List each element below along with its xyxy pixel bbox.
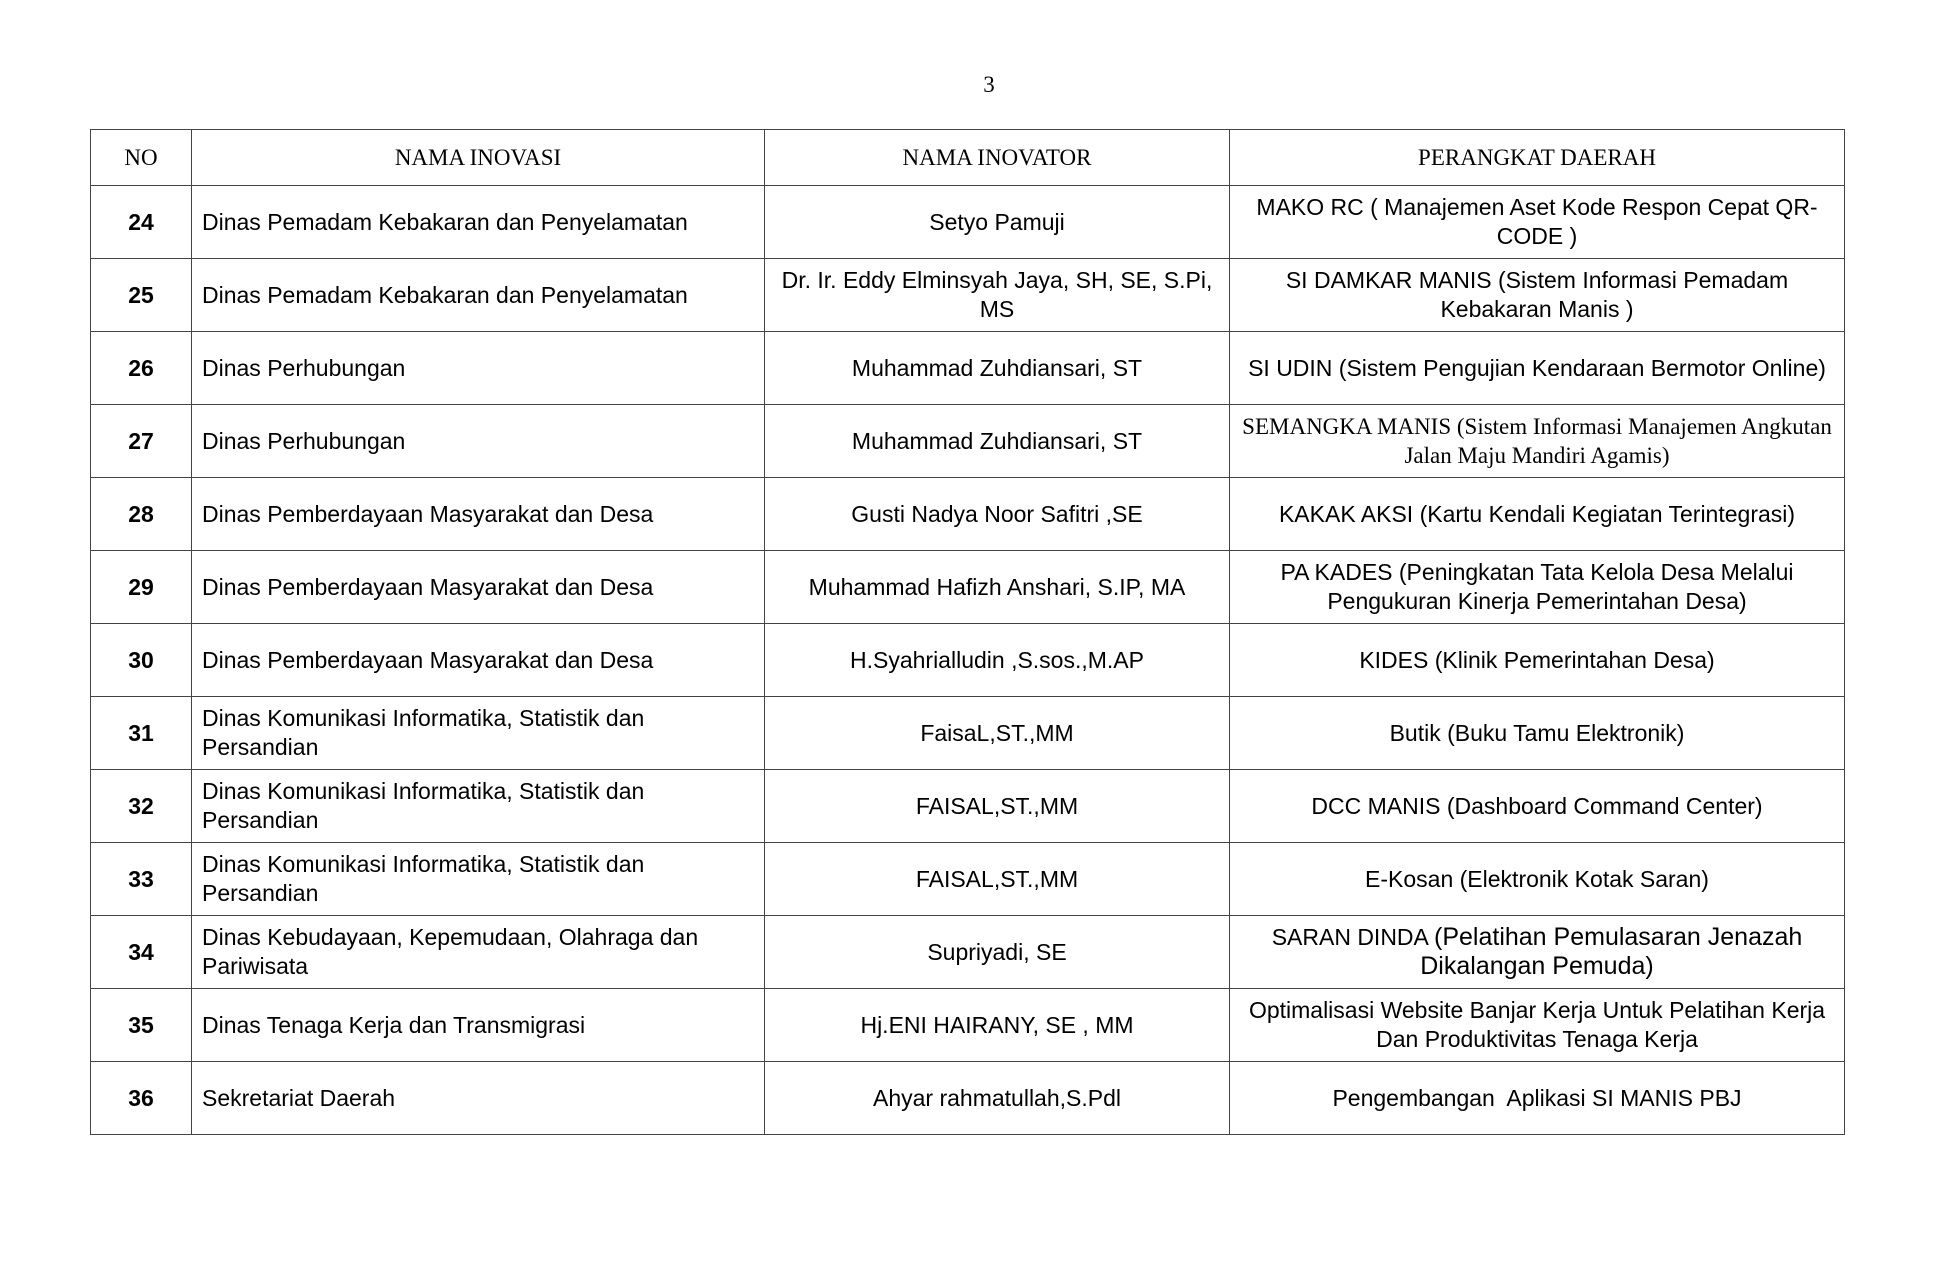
row-perangkat-daerah: KIDES (Klinik Pemerintahan Desa) — [1230, 624, 1845, 697]
perangkat-description: (Pelatihan Pemulasaran Jenazah Dikalangan Pemuda) — [1420, 923, 1803, 980]
row-no: 31 — [91, 697, 192, 770]
table-row — [91, 186, 1845, 259]
row-nama-inovator: Supriyadi, SE — [765, 916, 1230, 989]
page-number: 3 — [983, 72, 995, 97]
perangkat-prefix: SARAN DINDA — [1271, 924, 1435, 950]
row-nama-inovator: Muhammad Zuhdiansari, ST — [765, 332, 1230, 405]
row-perangkat-daerah: SI DAMKAR MANIS (Sistem Informasi Pemadam Kebakaran Manis ) — [1230, 259, 1845, 332]
row-perangkat-daerah: DCC MANIS (Dashboard Command Center) — [1230, 770, 1845, 843]
row-nama-inovasi: Dinas Pemberdayaan Masyarakat dan Desa — [192, 478, 765, 551]
row-no: 28 — [91, 478, 192, 551]
table-row — [91, 697, 1845, 770]
row-perangkat-daerah: Butik (Buku Tamu Elektronik) — [1230, 697, 1845, 770]
header-no: NO — [91, 130, 192, 186]
row-nama-inovasi: Dinas Kebudayaan, Kepemudaan, Olahraga dan Pariwisata — [192, 916, 765, 989]
row-perangkat-daerah: Optimalisasi Website Banjar Kerja Untuk Pelatihan Kerja Dan Produktivitas Tenaga Kerja — [1230, 989, 1845, 1062]
row-no: 25 — [91, 259, 192, 332]
table-row — [91, 551, 1845, 624]
row-perangkat-daerah — [1230, 916, 1845, 989]
row-perangkat-daerah: SEMANGKA MANIS (Sistem Informasi Manajemen Angkutan Jalan Maju Mandiri Agamis) — [1230, 405, 1845, 478]
innovation-table — [90, 129, 1845, 1135]
row-nama-inovasi: Dinas Pemberdayaan Masyarakat dan Desa — [192, 624, 765, 697]
row-nama-inovasi: Sekretariat Daerah — [192, 1062, 765, 1135]
row-nama-inovator: FAISAL,ST.,MM — [765, 843, 1230, 916]
row-nama-inovasi: Dinas Komunikasi Informatika, Statistik dan Persandian — [192, 697, 765, 770]
row-no: 24 — [91, 186, 192, 259]
table-row — [91, 478, 1845, 551]
table-row — [91, 1062, 1845, 1135]
row-nama-inovator: Muhammad Hafizh Anshari, S.IP, MA — [765, 551, 1230, 624]
row-nama-inovasi: Dinas Pemadam Kebakaran dan Penyelamatan — [192, 259, 765, 332]
row-nama-inovasi: Dinas Komunikasi Informatika, Statistik dan Persandian — [192, 843, 765, 916]
row-nama-inovasi: Dinas Tenaga Kerja dan Transmigrasi — [192, 989, 765, 1062]
row-no: 26 — [91, 332, 192, 405]
header-nama-inovasi: NAMA INOVASI — [192, 130, 765, 186]
row-nama-inovator: FAISAL,ST.,MM — [765, 770, 1230, 843]
row-no: 33 — [91, 843, 192, 916]
row-nama-inovasi: Dinas Pemadam Kebakaran dan Penyelamatan — [192, 186, 765, 259]
row-nama-inovator: Setyo Pamuji — [765, 186, 1230, 259]
row-no: 30 — [91, 624, 192, 697]
row-no: 27 — [91, 405, 192, 478]
row-nama-inovator: Dr. Ir. Eddy Elminsyah Jaya, SH, SE, S.Pi, MS — [765, 259, 1230, 332]
table-row — [91, 989, 1845, 1062]
row-nama-inovator: Gusti Nadya Noor Safitri ,SE — [765, 478, 1230, 551]
row-perangkat-daerah: KAKAK AKSI (Kartu Kendali Kegiatan Terintegrasi) — [1230, 478, 1845, 551]
row-nama-inovasi: Dinas Perhubungan — [192, 405, 765, 478]
row-nama-inovator: H.Syahrialludin ,S.sos.,M.AP — [765, 624, 1230, 697]
row-perangkat-daerah: PA KADES (Peningkatan Tata Kelola Desa Melalui Pengukuran Kinerja Pemerintahan Desa) — [1230, 551, 1845, 624]
table-row — [91, 405, 1845, 478]
row-perangkat-daerah: Pengembangan Aplikasi SI MANIS PBJ — [1230, 1062, 1845, 1135]
row-nama-inovator: Ahyar rahmatullah,S.Pdl — [765, 1062, 1230, 1135]
row-nama-inovasi: Dinas Komunikasi Informatika, Statistik dan Persandian — [192, 770, 765, 843]
row-perangkat-daerah: SI UDIN (Sistem Pengujian Kendaraan Bermotor Online) — [1230, 332, 1845, 405]
row-perangkat-daerah: MAKO RC ( Manajemen Aset Kode Respon Cepat QR-CODE ) — [1230, 186, 1845, 259]
row-no: 34 — [91, 916, 192, 989]
row-no: 36 — [91, 1062, 192, 1135]
table-row — [91, 332, 1845, 405]
table-row — [91, 843, 1845, 916]
row-perangkat-daerah: E-Kosan (Elektronik Kotak Saran) — [1230, 843, 1845, 916]
table-header-row — [91, 130, 1845, 186]
row-nama-inovator: Muhammad Zuhdiansari, ST — [765, 405, 1230, 478]
table-row — [91, 770, 1845, 843]
row-no: 29 — [91, 551, 192, 624]
row-nama-inovator: Hj.ENI HAIRANY, SE , MM — [765, 989, 1230, 1062]
row-nama-inovasi: Dinas Pemberdayaan Masyarakat dan Desa — [192, 551, 765, 624]
table-row — [91, 624, 1845, 697]
row-nama-inovator: FaisaL,ST.,MM — [765, 697, 1230, 770]
row-no: 32 — [91, 770, 192, 843]
row-nama-inovasi: Dinas Perhubungan — [192, 332, 765, 405]
header-perangkat-daerah: PERANGKAT DAERAH — [1230, 130, 1845, 186]
header-nama-inovator: NAMA INOVATOR — [765, 130, 1230, 186]
table-row — [91, 259, 1845, 332]
table-row — [91, 916, 1845, 989]
row-no: 35 — [91, 989, 192, 1062]
